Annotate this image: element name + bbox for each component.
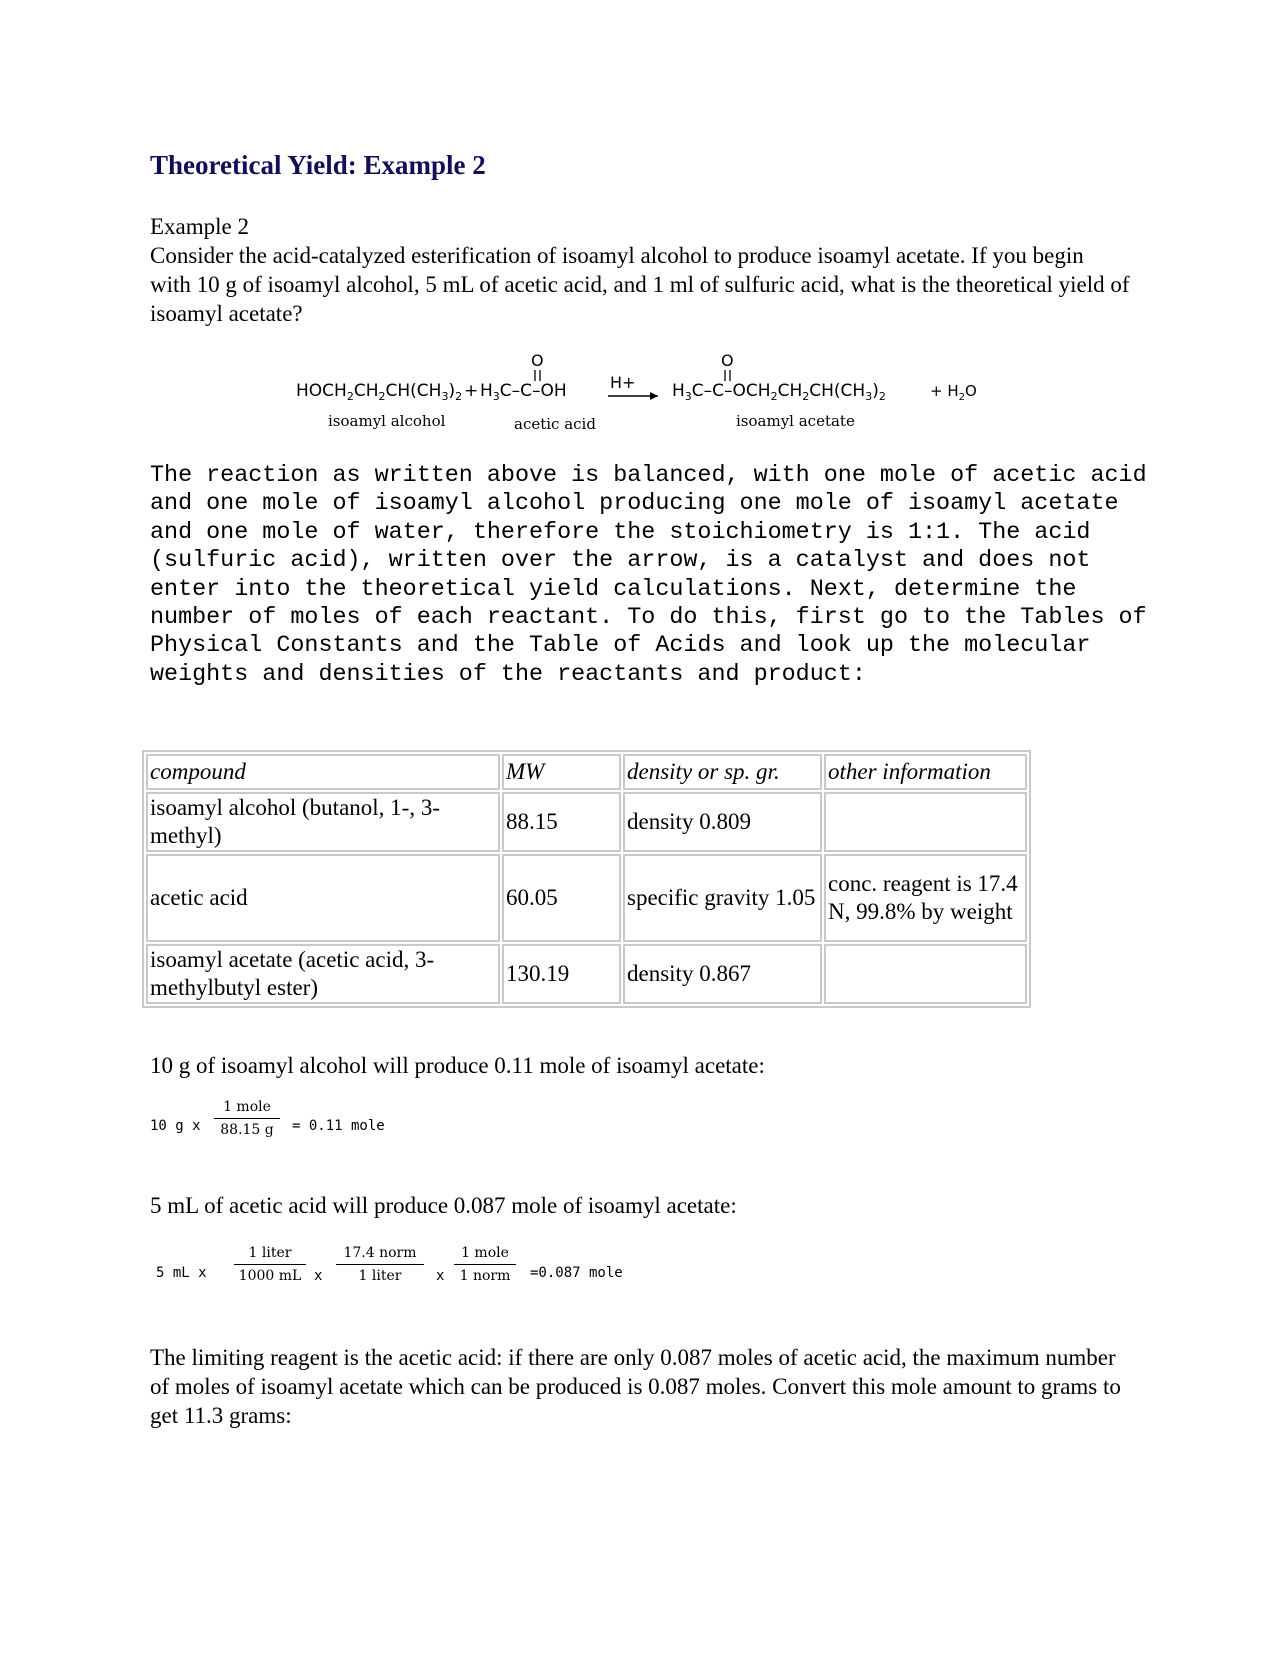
fraction-numerator: 1 mole bbox=[461, 1245, 509, 1261]
reaction-diagram bbox=[290, 350, 990, 440]
header-compound: compound bbox=[146, 754, 500, 790]
fraction-bar bbox=[336, 1264, 424, 1265]
calc-result: = 0.11 mole bbox=[292, 1118, 385, 1134]
multiply-sign: x bbox=[314, 1268, 323, 1284]
question-paragraph: Consider the acid-catalyzed esterification of isoamyl alcohol to produce isoamyl acetate. If you begin with 10 g of isoamyl alcohol, 5 mL of acetic acid, and 1 ml of sulfuric acid, what is the theoretical yield of isoamyl acetate? bbox=[150, 243, 1130, 326]
isoamyl-alcohol-label: isoamyl alcohol bbox=[328, 412, 446, 430]
calc-fraction bbox=[214, 1098, 280, 1139]
acetic-acid-formula: $H_3C-C-OH$ bbox=[480, 381, 567, 403]
calc-fraction bbox=[234, 1244, 306, 1285]
calc-lead: 10 g x bbox=[150, 1118, 201, 1134]
cell-compound: isoamyl acetate (acetic acid, 3-methylbutyl ester) bbox=[146, 944, 500, 1004]
fraction-denominator: 1 norm bbox=[459, 1268, 511, 1284]
acetic-acid-oxygen: O bbox=[531, 351, 544, 370]
fraction-denominator: 88.15 g bbox=[220, 1122, 274, 1138]
reaction-scheme bbox=[290, 350, 990, 440]
table-row bbox=[146, 854, 1027, 942]
isoamyl-acetate-formula: $H_3C-C-OCH_2CH_2CH(CH_3)_2$ bbox=[672, 381, 886, 403]
isoamyl-acetate-oxygen: O bbox=[721, 351, 734, 370]
calc-fraction bbox=[454, 1244, 516, 1285]
fraction-bar bbox=[454, 1264, 516, 1265]
header-mw: MW bbox=[502, 754, 621, 790]
fraction-numerator: 1 liter bbox=[248, 1245, 292, 1261]
fraction-denominator: 1000 mL bbox=[238, 1268, 302, 1284]
page-title: Theoretical Yield: Example 2 bbox=[150, 150, 486, 180]
alcohol-calculation bbox=[150, 1098, 410, 1158]
example-label: Example 2 bbox=[150, 214, 249, 239]
cell-mw: 88.15 bbox=[502, 792, 621, 852]
cell-other bbox=[824, 944, 1027, 1004]
alcohol-moles-sentence: 10 g of isoamyl alcohol will produce 0.11 mole of isoamyl acetate: bbox=[150, 1053, 765, 1078]
fraction-numerator: 17.4 norm bbox=[343, 1245, 417, 1261]
limiting-reagent-paragraph: The limiting reagent is the acetic acid: if there are only 0.087 moles of acetic acid, the maximum number of moles of isoamyl acetate which can be produced is 0.087 moles. Convert this mole amount to grams to get 11.3 grams: bbox=[150, 1345, 1121, 1428]
acetic-acid-label: acetic acid bbox=[514, 415, 596, 433]
header-other: other information bbox=[824, 754, 1027, 790]
calc-result: =0.087 mole bbox=[530, 1265, 623, 1281]
cell-mw: 60.05 bbox=[502, 854, 621, 942]
cell-other: conc. reagent is 17.4 N, 99.8% by weight bbox=[824, 854, 1027, 942]
cell-density: specific gravity 1.05 bbox=[623, 854, 822, 942]
header-density: density or sp. gr. bbox=[623, 754, 822, 790]
table-row bbox=[146, 792, 1027, 852]
explanation-paragraph: The reaction as written above is balanced, with one mole of acetic acid and one mole of isoamyl alcohol producing one mole of isoamyl acetate and one mole of water, therefore the stoichiometry is 1:1. The acid (sulfuric acid), written over the arrow, is a catalyst and does not enter into the theoretical yield calculations. Next, determine the number of moles of each reactant. To do this, first go to the Tables of Physical Constants and the Table of Acids and look up the molecular weights and densities of the reactants and product: bbox=[150, 463, 1147, 688]
acid-moles-sentence: 5 mL of acetic acid will produce 0.087 mole of isoamyl acetate: bbox=[150, 1193, 737, 1218]
cell-compound: acetic acid bbox=[146, 854, 500, 942]
isoamyl-alcohol-formula: $HOCH_2CH_2CH(CH_3)_2$ bbox=[296, 381, 463, 403]
physical-constants-table bbox=[142, 750, 1031, 1008]
fraction-bar bbox=[234, 1264, 306, 1265]
cell-density: density 0.809 bbox=[623, 792, 822, 852]
cell-mw: 130.19 bbox=[502, 944, 621, 1004]
arrow-head bbox=[650, 392, 658, 400]
water-product: + $H_2O$ bbox=[930, 382, 977, 403]
multiply-sign: x bbox=[436, 1268, 445, 1284]
acid-calculation bbox=[156, 1244, 656, 1304]
calc-lead: 5 mL x bbox=[156, 1265, 207, 1281]
isoamyl-acetate-label: isoamyl acetate bbox=[736, 412, 855, 430]
calc-fraction bbox=[336, 1244, 424, 1285]
table-header-row bbox=[146, 754, 1027, 790]
cell-compound: isoamyl alcohol (butanol, 1-, 3-methyl) bbox=[146, 792, 500, 852]
fraction-denominator: 1 liter bbox=[358, 1268, 402, 1284]
fraction-numerator: 1 mole bbox=[223, 1099, 271, 1115]
plus-sign: + bbox=[464, 381, 479, 401]
table-row bbox=[146, 944, 1027, 1004]
fraction-bar bbox=[214, 1118, 280, 1119]
cell-density: density 0.867 bbox=[623, 944, 822, 1004]
cell-other bbox=[824, 792, 1027, 852]
catalyst-label: H+ bbox=[610, 373, 636, 392]
